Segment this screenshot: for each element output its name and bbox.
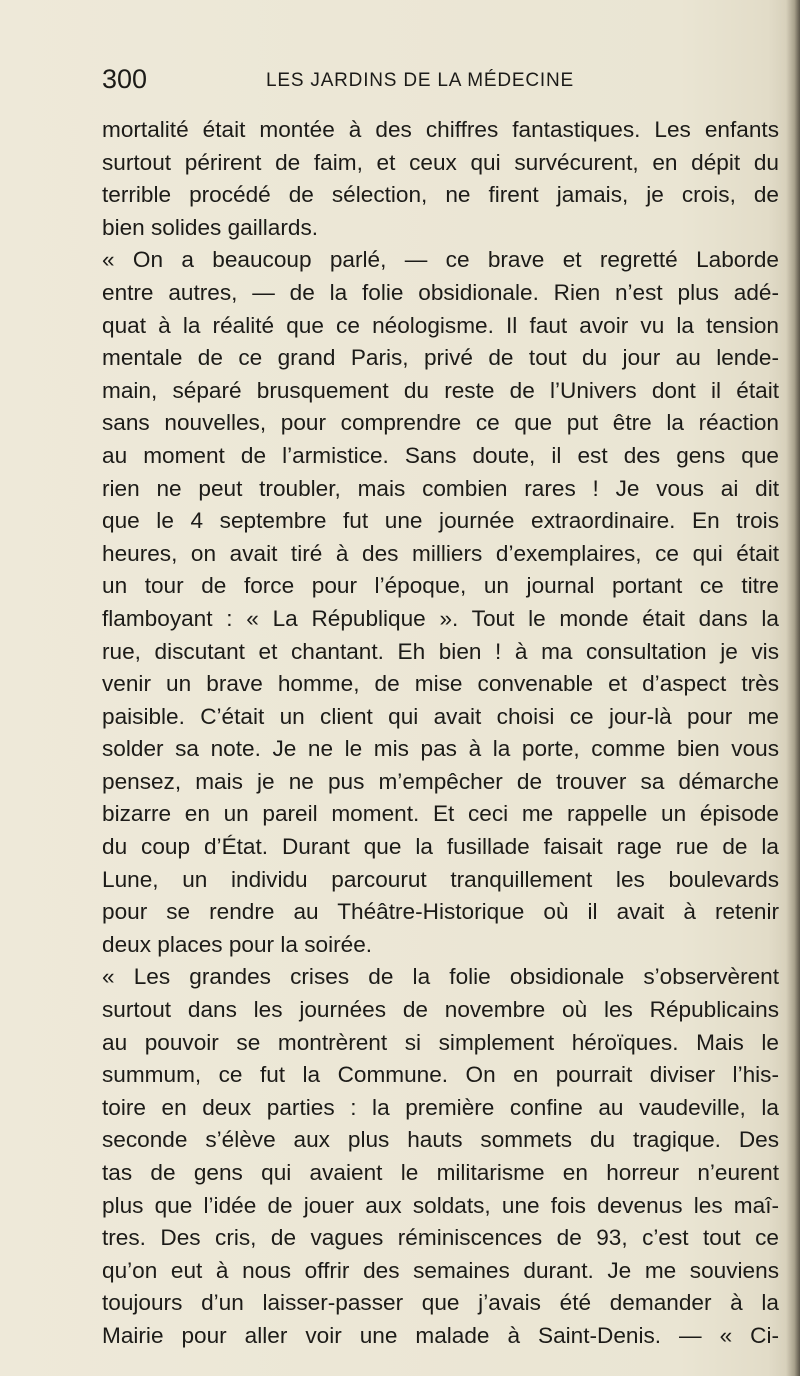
text-line: deux places pour la soirée. <box>102 931 373 957</box>
text-line: pensez, mais je ne pus m’empêcher de trouver sa démarche <box>102 768 779 794</box>
text-line: « Les grandes crises de la folie obsidionale s’observèrent <box>102 964 779 990</box>
text-line: au pouvoir se montrèrent si simplement héroïques. Mais le <box>102 1029 779 1055</box>
text-line: pour se rendre au Théâtre-Historique où il avait à retenir <box>102 899 779 925</box>
text-line: toire en deux parties : la première confine au vaudeville, la <box>102 1094 779 1120</box>
running-title: LES JARDINS DE LA MÉDECINE <box>266 70 574 91</box>
page-header <box>0 64 800 104</box>
text-line: flamboyant : « La République ». Tout le monde était dans la <box>102 605 779 631</box>
text-line: Mairie pour aller voir une malade à Saint-Denis. — « Ci- <box>102 1322 779 1348</box>
text-line: un tour de force pour l’époque, un journal portant ce titre <box>102 573 779 599</box>
text-line: quat à la réalité que ce néologisme. Il faut avoir vu la tension <box>102 312 779 338</box>
text-line: du coup d’État. Durant que la fusillade faisait rage rue de la <box>102 834 779 860</box>
text-line: terrible procédé de sélection, ne firent jamais, je crois, de <box>102 182 779 208</box>
body-text <box>102 114 779 1353</box>
text-line: heures, on avait tiré à des milliers d’exemplaires, ce qui était <box>102 540 779 566</box>
text-line: sans nouvelles, pour comprendre ce que put être la réaction <box>102 410 779 436</box>
text-line: seconde s’élève aux plus hauts sommets du tragique. Des <box>102 1127 779 1153</box>
page-number: 300 <box>102 64 148 94</box>
text-line: entre autres, — de la folie obsidionale. Rien n’est plus adé- <box>102 279 779 305</box>
text-line: paisible. C’était un client qui avait choisi ce jour-là pour me <box>102 703 779 729</box>
text-line: venir un brave homme, de mise convenable et d’aspect très <box>102 671 779 697</box>
text-line: mentale de ce grand Paris, privé de tout du jour au lende- <box>102 345 779 371</box>
text-line: bizarre en un pareil moment. Et ceci me rappelle un épisode <box>102 801 779 827</box>
text-line: « On a beaucoup parlé, — ce brave et regretté Laborde <box>102 247 779 273</box>
text-line: solder sa note. Je ne le mis pas à la porte, comme bien vous <box>102 736 779 762</box>
text-line: plus que l’idée de jouer aux soldats, une fois devenus les maî- <box>102 1192 779 1218</box>
text-line: toujours d’un laisser-passer que j’avais été demander à la <box>102 1290 779 1316</box>
text-line: rue, discutant et chantant. Eh bien ! à ma consultation je vis <box>102 638 779 664</box>
text-line: tas de gens qui avaient le militarisme en horreur n’eurent <box>102 1160 779 1185</box>
text-line: tres. Des cris, de vagues réminiscences de 93, c’est tout ce <box>102 1225 779 1251</box>
text-line: que le 4 septembre fut une journée extraordinaire. En trois <box>102 508 779 534</box>
text-line: au moment de l’armistice. Sans doute, il est des gens que <box>102 442 779 468</box>
text-line: Lune, un individu parcourut tranquillement les boulevards <box>102 866 779 892</box>
text-line: rien ne peut troubler, mais combien rares ! Je vous ai dit <box>102 475 779 501</box>
text-line: summum, ce fut la Commune. On en pourrait diviser l’his- <box>102 1062 779 1088</box>
text-line: bien solides gaillards. <box>102 214 319 240</box>
text-line: main, séparé brusquement du reste de l’Univers dont il était <box>102 377 779 403</box>
text-line: mortalité était montée à des chiffres fantastiques. Les enfants <box>102 117 779 142</box>
page-edge-shadow <box>786 0 800 1376</box>
text-line: surtout périrent de faim, et ceux qui survécurent, en dépit du <box>102 149 779 175</box>
text-line: surtout dans les journées de novembre où les Républicains <box>102 997 779 1023</box>
text-line: qu’on eut à nous offrir des semaines durant. Je me souviens <box>102 1257 779 1283</box>
